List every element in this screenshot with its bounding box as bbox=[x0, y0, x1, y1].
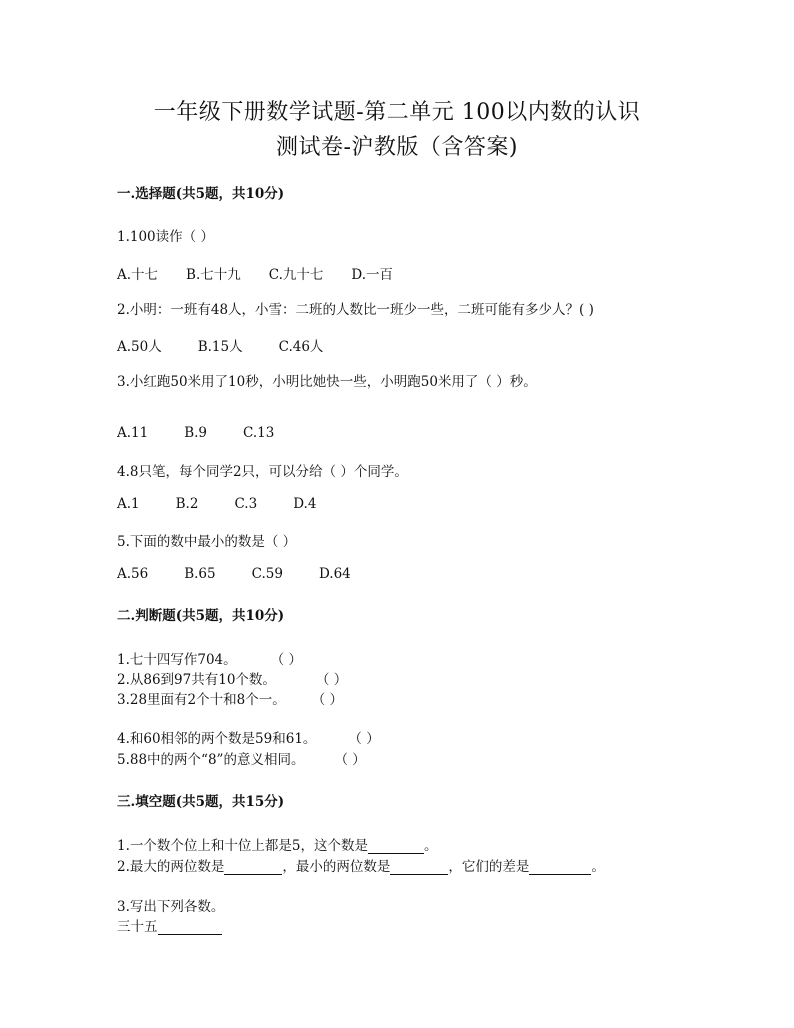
question-1-3-options bbox=[117, 425, 310, 441]
question-1-5: 5.下面的数中最小的数是（ ） bbox=[117, 534, 297, 550]
option-c: C.59 bbox=[251, 566, 283, 582]
question-1-2: 2.小明：一班有48人，小雪：二班的人数比一班少一些，二班可能有多少人？( ) bbox=[117, 302, 594, 318]
page-title-line2: 测试卷-沪教版（含答案) bbox=[275, 135, 519, 160]
question-1-1-options bbox=[117, 263, 421, 283]
question-1-3: 3.小红跑50米用了10秒，小明比她快一些，小明跑50米用了（ ）秒。 bbox=[117, 374, 537, 390]
question-1-4-options bbox=[117, 496, 352, 512]
fill-question-1 bbox=[117, 834, 437, 854]
judge-item-text: 5.88中的两个“8”的意义相同。 bbox=[117, 752, 305, 768]
judge-item-5 bbox=[117, 748, 366, 768]
question-1-4: 4.8只笔，每个同学2只，可以分给（ ）个同学。 bbox=[117, 464, 408, 480]
fill-question-3-sub bbox=[117, 915, 222, 935]
option-a: A.11 bbox=[117, 425, 149, 441]
answer-paren: （ ） bbox=[315, 672, 348, 688]
fill-text: 。 bbox=[423, 838, 438, 854]
option-c: C.九十七 bbox=[268, 267, 324, 283]
judge-item-text: 2.从86到97共有10个数。 bbox=[117, 672, 276, 688]
option-c: C.46人 bbox=[278, 339, 324, 355]
option-a: A.50人 bbox=[117, 339, 162, 355]
judge-item-text: 1.七十四写作704。 bbox=[117, 652, 237, 668]
judge-item-1 bbox=[117, 648, 302, 668]
option-d: D.一百 bbox=[351, 267, 394, 283]
option-a: A.十七 bbox=[117, 267, 159, 283]
page-title-line1: 一年级下册数学试题-第二单元 100以内数的认识 bbox=[153, 100, 641, 125]
answer-blank[interactable] bbox=[529, 860, 591, 875]
fill-text: ，最小的两位数是 bbox=[282, 859, 391, 875]
judge-item-text: 3.28里面有2个十和8个一。 bbox=[117, 692, 286, 708]
judge-item-4 bbox=[117, 727, 380, 747]
section1-heading: 一.选择题(共5题，共10分) bbox=[117, 186, 285, 202]
option-b: B.七十九 bbox=[186, 267, 241, 283]
question-1-5-options bbox=[117, 566, 387, 582]
answer-paren: （ ） bbox=[270, 652, 302, 668]
option-c: C.3 bbox=[234, 496, 258, 512]
answer-paren: （ ） bbox=[348, 731, 380, 747]
section2-heading: 二.判断题(共5题，共10分) bbox=[117, 608, 285, 624]
answer-blank[interactable] bbox=[158, 920, 222, 935]
answer-paren: （ ） bbox=[334, 752, 366, 768]
judge-item-3 bbox=[117, 688, 343, 708]
option-b: B.2 bbox=[175, 496, 199, 512]
option-b: B.9 bbox=[184, 425, 208, 441]
option-b: B.65 bbox=[184, 566, 216, 582]
question-1-1: 1.100读作（ ） bbox=[117, 229, 214, 245]
fill-text: 2.最大的两位数是 bbox=[117, 859, 225, 875]
judge-item-2 bbox=[117, 668, 347, 688]
fill-text: 三十五 bbox=[117, 919, 158, 935]
question-1-2-options bbox=[117, 335, 359, 355]
fill-text: 。 bbox=[591, 859, 605, 875]
option-b: B.15人 bbox=[197, 339, 243, 355]
section3-heading: 三.填空题(共5题，共15分) bbox=[117, 794, 285, 810]
option-a: A.56 bbox=[117, 566, 149, 582]
option-d: D.64 bbox=[318, 566, 351, 582]
option-d: D.4 bbox=[293, 496, 317, 512]
answer-blank[interactable] bbox=[224, 860, 282, 875]
fill-text: ，它们的差是 bbox=[448, 859, 530, 875]
option-c: C.13 bbox=[243, 425, 275, 441]
answer-blank[interactable] bbox=[368, 839, 424, 854]
answer-paren: （ ） bbox=[311, 692, 344, 708]
option-a: A.1 bbox=[117, 496, 140, 512]
answer-blank[interactable] bbox=[390, 860, 448, 875]
fill-question-2 bbox=[117, 855, 605, 875]
fill-text: 1.一个数个位上和十位上都是5，这个数是 bbox=[117, 838, 368, 854]
judge-item-text: 4.和60相邻的两个数是59和61。 bbox=[117, 731, 317, 747]
fill-question-3: 3.写出下列各数。 bbox=[117, 899, 225, 915]
